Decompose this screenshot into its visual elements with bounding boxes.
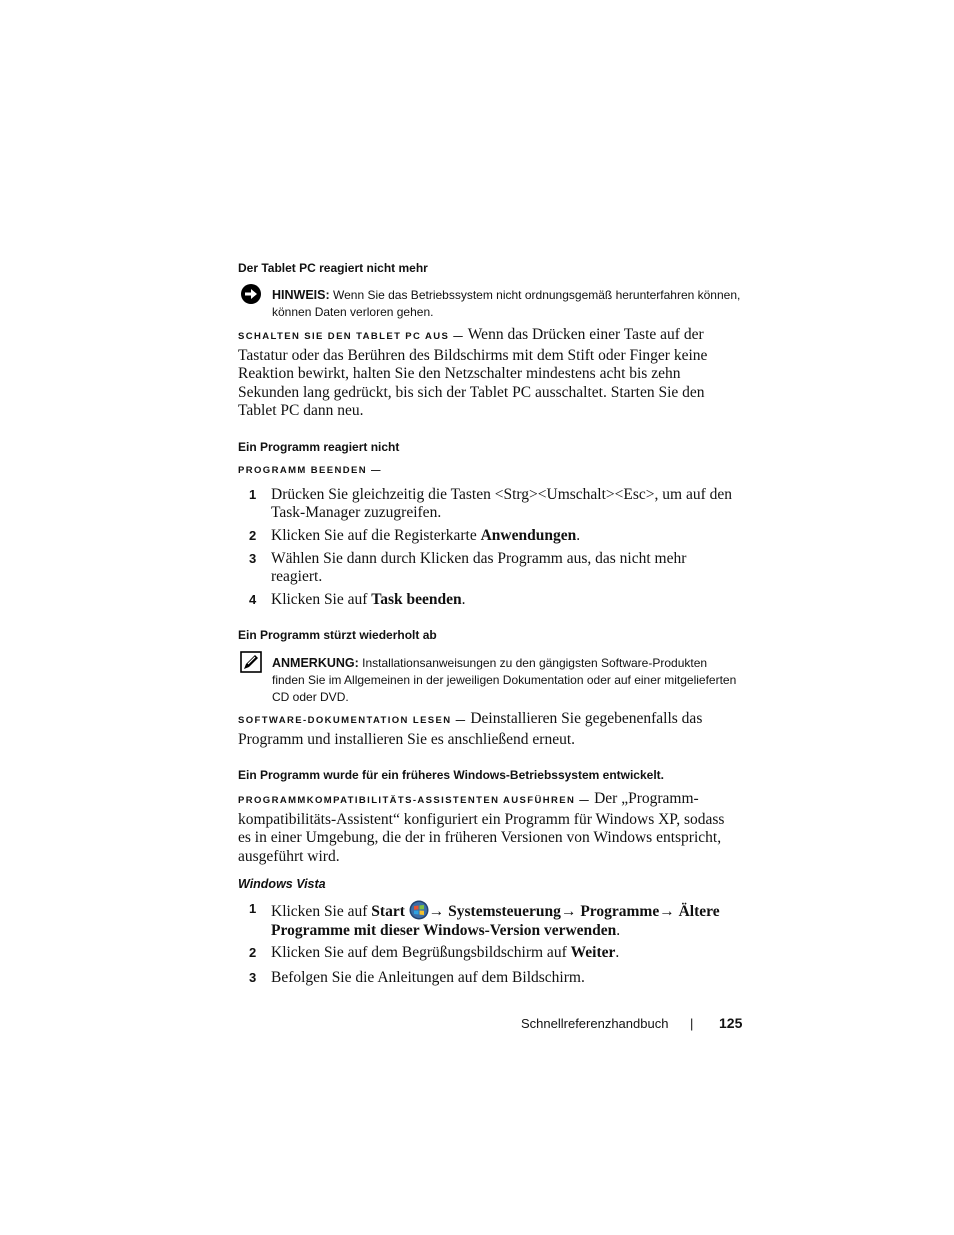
section-heading-program-hang: Ein Programm reagiert nicht [238, 440, 400, 454]
step-number: 3 [249, 970, 257, 985]
step-text [271, 527, 741, 545]
note-text [272, 655, 742, 706]
arrow: → [428, 903, 449, 920]
compat-body: Der „Programm-kompatibilitäts-Assistent“ konfiguriert ein Programm für Windows XP, sodass es in einer Umgebung, die der in früheren Versionen von Windows entspricht, ausgeführt wird. [238, 790, 725, 865]
step-number: 1 [249, 487, 257, 502]
step-text-post: . [461, 591, 466, 608]
step-text [271, 900, 741, 940]
step-text: Drücken Sie gleichzeitig die Tasten <Strg><Umschalt><Esc>, um auf den Task-Manager zuzugreifen. [271, 486, 733, 521]
ui-label-programme: Programme [580, 903, 660, 920]
step-number: 1 [249, 901, 257, 916]
program-crash-paragraph [238, 710, 738, 749]
footer-title: Schnellreferenzhandbuch [521, 1016, 669, 1031]
step-number: 4 [249, 592, 257, 607]
section-heading-program-crash: Ein Programm stürzt wiederholt ab [238, 628, 437, 642]
step-text-post: . [616, 922, 621, 939]
program-hang-lead: PROGRAMM BEENDEN — [238, 465, 382, 476]
step-text-pre: Klicken Sie auf [271, 591, 372, 608]
ui-label-anwendungen: Anwendungen [480, 527, 577, 544]
step-text-post: . [615, 944, 620, 961]
step-number: 2 [249, 528, 257, 543]
page-number: 125 [719, 1015, 743, 1031]
section-heading-tablet: Der Tablet PC reagiert nicht mehr [238, 261, 428, 275]
notice-text [272, 287, 742, 321]
ui-label-systemsteuerung: Systemsteuerung [448, 903, 561, 920]
step-text-pre: Klicken Sie auf die Registerkarte [271, 527, 481, 544]
section-heading-compat: Ein Programm wurde für ein früheres Windows-Betriebssystem entwickelt. [238, 768, 664, 782]
footer-separator: | [690, 1016, 694, 1031]
step-text-pre: Klicken Sie auf [271, 903, 372, 920]
note-label: ANMERKUNG: [272, 656, 359, 670]
compat-paragraph [238, 790, 738, 866]
notice-label: HINWEIS: [272, 288, 330, 302]
ui-label-task-beenden: Task beenden [371, 591, 462, 608]
tablet-body: Wenn das Drücken einer Taste auf der Tastatur oder das Berühren des Bildschirms mit dem Stift oder Finger keine Reaktion bewirkt, halten Sie den Netzschalter mindestens acht bis zehn Sekunden lang gedrückt, bis sich der Tablet PC ausschaltet. Starten Sie den Tablet PC dann neu. [238, 326, 708, 420]
compat-lead: PROGRAMMKOMPATIBILITÄTS-ASSISTENTEN AUSFÜHREN — [238, 795, 591, 806]
program-crash-body: Deinstallieren Sie gegebenenfalls das Programm und installieren Sie es anschließend erneut. [238, 710, 703, 748]
step-text: Wählen Sie dann durch Klicken das Programm aus, das nicht mehr reagiert. [271, 550, 687, 585]
step-text [271, 944, 741, 962]
arrow: → [560, 903, 581, 920]
step-text: Befolgen Sie die Anleitungen auf dem Bildschirm. [271, 969, 585, 986]
note-body: Installationsanweisungen zu den gängigsten Software-Produkten finden Sie im Allgemeinen in der jeweiligen Dokumentation oder auf einer mitgelieferten CD oder DVD. [272, 656, 737, 704]
ui-label-aeltere-programme: Ältere Programme mit dieser Windows-Version verwenden [271, 903, 720, 939]
step-text-post: . [576, 527, 581, 544]
step-text [271, 591, 741, 609]
notice-icon [240, 283, 262, 305]
subheading-windows-vista: Windows Vista [238, 877, 326, 891]
step-number: 3 [249, 551, 257, 566]
arrow: → [659, 903, 679, 920]
step-number: 2 [249, 945, 257, 960]
step-text-pre: Klicken Sie auf dem Begrüßungsbildschirm auf [271, 944, 571, 961]
tablet-lead: SCHALTEN SIE DEN TABLET PC AUS — [238, 331, 465, 342]
ui-label-weiter: Weiter [570, 944, 616, 961]
ui-label-start: Start [371, 903, 405, 920]
program-crash-lead: SOFTWARE-DOKUMENTATION LESEN — [238, 715, 467, 726]
notice-body: Wenn Sie das Betriebssystem nicht ordnungsgemäß herunterfahren können, können Daten verloren gehen. [272, 288, 741, 319]
windows-start-orb-icon [409, 900, 429, 920]
tablet-paragraph [238, 326, 738, 421]
pencil-note-icon [240, 651, 262, 673]
